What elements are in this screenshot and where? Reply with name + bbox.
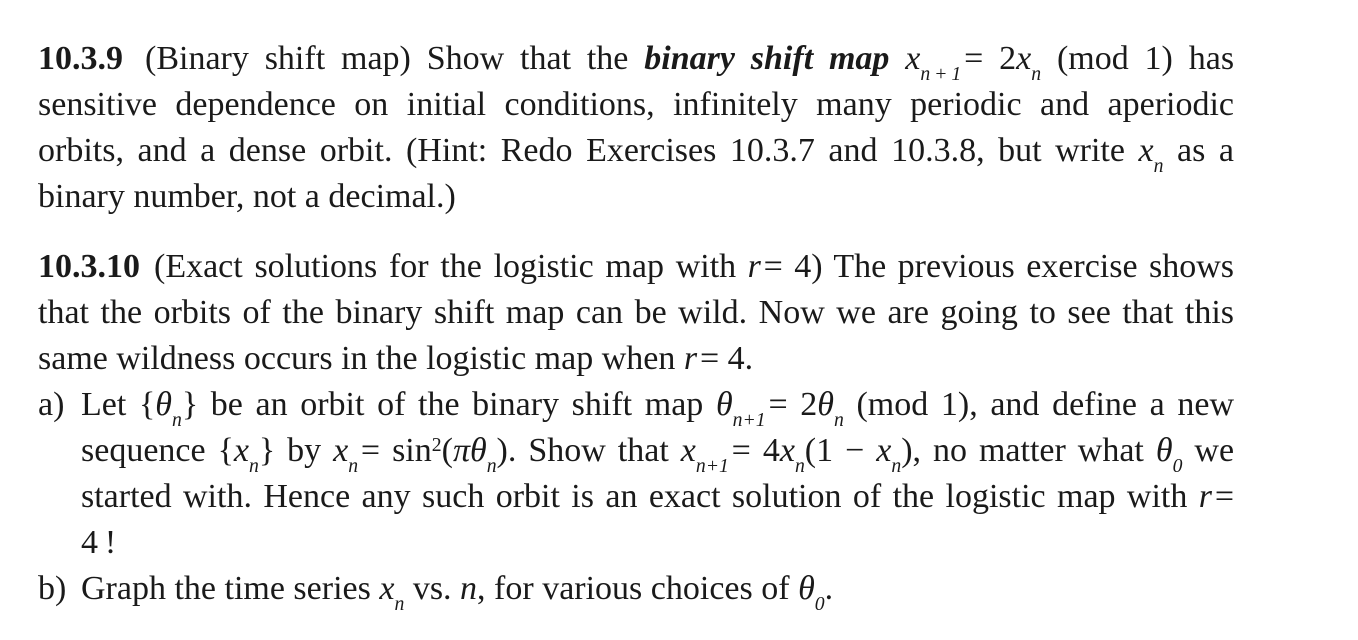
exercise-title: (Binary shift map) [145,40,411,77]
part-label: b) [38,570,67,607]
part-text: vs. [412,570,452,607]
math-expression: $x_n$ [233,432,259,477]
math-expression: $\theta_{n+1}$ [715,386,766,431]
part-text: and define a new sequence [81,386,1235,469]
part-text: by [287,432,322,469]
math-expression: $x_n$ [1138,132,1164,177]
part-text: Let [81,386,127,423]
exercise-text: has sensitive dependence on initial conditions, infinitely many periodic and aperiodic orbits, and a dense orbit. (Hint: Redo Exercises 10.3.7 and 10.3.8, but write [38,40,1235,169]
math-expression: $x_n$ [333,432,359,477]
math-expression: $x_{n + 1}$ [905,40,962,85]
part-text: be an orbit of the binary shift map [210,386,704,423]
math-expression: r [1198,478,1212,515]
term-binary-shift-map: binary shift map [644,40,890,77]
exercise-text: as a binary number, not a decimal.) [38,132,1234,215]
exercise-10-3-10 [38,244,1235,615]
textbook-page [38,36,1235,615]
math-expression: $\theta_n$ [155,386,182,431]
exercise-number: 10.3.10 [38,248,140,285]
part-text: we started with. Hence any such orbit is an exact solution of the logistic map with [81,432,1235,515]
exercise-intro: 10.3.10 (Exact solutions for the logistic map with r = 4) The previous exercise shows that the orbits of the binary shift map can be wild. Now we are going to see that this same wildness occurs in the logistic map when r = 4. [38,248,1234,377]
part-a: a) Let $\{\theta_n\}$ be an orbit of the binary shift map $\theta_{n+1}$ = $2\theta_n$ (mod 1), and define a new sequence $\{x_n\}$ by $x_n$ = $\sin^2(\pi\theta_n)$. Show that $x_{n+1}$ = $4x_n(1 - x_n)$, no matter what $\theta_0$ we started with. Hence any such orbit is an exact solution of the logistic map with r = 4 ! [38,382,1234,566]
part-text: ! [104,524,117,561]
math-expression: r [747,248,761,285]
part-text: for various choices of [494,570,790,607]
part-text: no matter what [933,432,1144,469]
math-expression: $x_n$ [379,570,405,615]
part-text: Show that [528,432,669,469]
exercise-title: (Exact solutions for the logistic map with [154,248,737,285]
math-expression: $x_{n+1}$ [680,432,729,477]
exercise-number: 10.3.9 [38,40,123,77]
part-text: Graph the time series [81,570,371,607]
math-expression: $\theta_0$ [798,570,825,615]
exercise-text: The previous exercise shows that the orbits of the binary shift map can be wild. Now we are going to see that this same wildness occurs in the logistic map when [38,248,1234,377]
exercise-10-3-9: 10.3.9 (Binary shift map) Show that the binary shift map $x_{n + 1}$ = $2x_n$ (mod 1) has sensitive dependence on initial conditions, infinitely many periodic and aperiodic orbits, and a dense orbit. (Hint: Redo Exercises 10.3.7 and 10.3.8, but write $x_n$ as a binary number, not a decimal.) [38,40,1235,215]
part-label: a) [38,386,65,423]
math-expression: n [460,570,478,607]
math-expression: r [683,340,698,377]
part-b: b) Graph the time series $x_n$ vs. n, for various choices of $\theta_0$. [38,566,1234,612]
math-expression: $\theta_0$ [1155,432,1183,477]
exercise-text: Show that the [426,40,629,77]
